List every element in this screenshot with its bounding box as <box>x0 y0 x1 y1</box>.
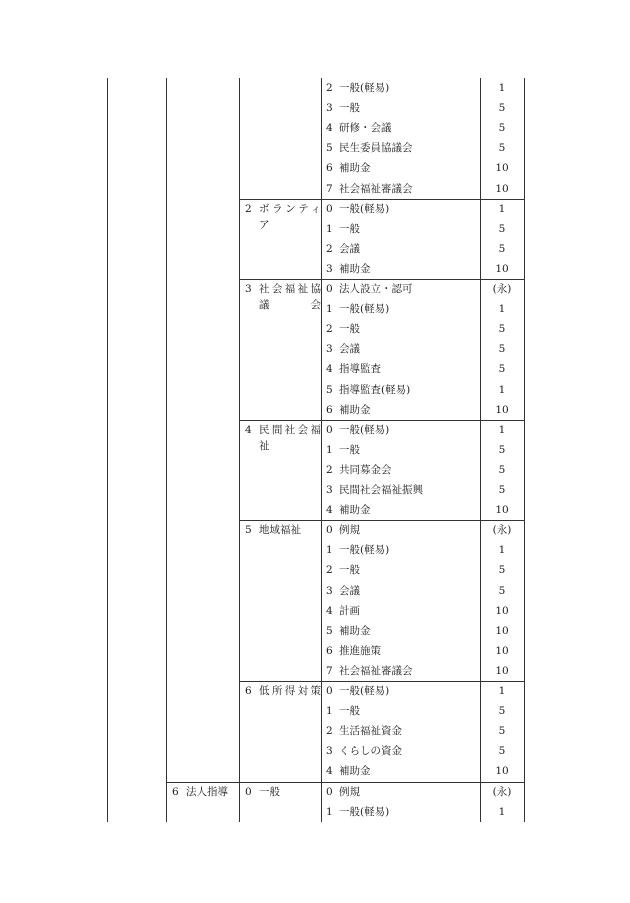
item-label: 補助金 <box>339 262 371 275</box>
retention-years: 5 <box>498 705 506 718</box>
retention-years: 10 <box>495 765 509 778</box>
retention-years: 5 <box>498 564 506 577</box>
item-label: 例規 <box>339 785 360 798</box>
item-number: 1 <box>326 443 333 456</box>
retention-years: 5 <box>498 323 506 336</box>
item-label: 例規 <box>339 524 360 537</box>
subcategory-name: 社会福祉協議会 <box>259 283 321 311</box>
item-number: 0 <box>326 685 333 697</box>
retention-years: 10 <box>495 664 509 677</box>
item-number: 4 <box>326 363 333 376</box>
row-border <box>239 520 524 521</box>
retention-years: 5 <box>498 122 506 135</box>
retention-years: 1 <box>498 82 506 94</box>
retention-years: 1 <box>498 423 506 436</box>
item-number: 5 <box>326 383 333 396</box>
retention-years: 5 <box>498 443 506 456</box>
subcategory-number: 5 <box>245 524 252 537</box>
item-label: 指導監査(軽易) <box>339 383 411 396</box>
item-number: 4 <box>326 122 333 135</box>
item-label: 補助金 <box>339 624 371 637</box>
retention-years: 10 <box>495 162 509 175</box>
retention-years: 10 <box>495 182 509 195</box>
column-border <box>321 78 322 822</box>
retention-years: (永) <box>492 785 512 798</box>
item-number: 2 <box>326 463 333 476</box>
item-label: 一般 <box>339 102 360 115</box>
item-label: くらしの資金 <box>339 745 402 758</box>
item-number: 0 <box>326 202 333 215</box>
item-number: 4 <box>326 765 333 778</box>
retention-years: 5 <box>498 363 506 376</box>
item-label: 計画 <box>339 604 360 617</box>
retention-years: 10 <box>495 262 509 275</box>
row-border <box>239 279 524 280</box>
row-border <box>239 420 524 421</box>
item-number: 6 <box>326 162 333 175</box>
item-label: 推進施策 <box>339 644 381 657</box>
item-label: 一般(軽易) <box>339 805 390 818</box>
item-number: 2 <box>326 725 333 738</box>
row-border <box>239 199 524 200</box>
item-number: 1 <box>326 303 333 316</box>
item-number: 2 <box>326 564 333 577</box>
item-label: 法人設立・認可 <box>339 283 413 295</box>
retention-years: 10 <box>495 644 509 657</box>
subcategory-label <box>245 522 321 538</box>
subcategory-number: 2 <box>245 202 252 215</box>
item-label: 社会福祉審議会 <box>339 182 413 195</box>
item-number: 1 <box>326 805 333 818</box>
subcategory-name: 一般 <box>259 785 280 798</box>
item-label: 会議 <box>339 242 360 255</box>
item-label: 生活福祉資金 <box>339 725 402 738</box>
item-number: 7 <box>326 664 333 677</box>
retention-years: 5 <box>498 102 506 115</box>
column-border <box>107 78 108 822</box>
item-number: 1 <box>326 705 333 718</box>
item-label: 補助金 <box>339 765 371 778</box>
item-number: 6 <box>326 403 333 416</box>
column-border <box>239 78 240 822</box>
item-label: 民生委員協議会 <box>339 142 413 155</box>
item-label: 社会福祉審議会 <box>339 664 413 677</box>
column-border <box>166 78 167 822</box>
item-number: 3 <box>326 484 333 496</box>
item-number: 0 <box>326 283 333 295</box>
item-label: 一般 <box>339 323 360 336</box>
item-label: 補助金 <box>339 403 371 416</box>
item-number: 0 <box>326 785 333 798</box>
item-number: 3 <box>326 262 333 275</box>
item-number: 3 <box>326 343 333 356</box>
subcategory-number: 4 <box>245 423 252 436</box>
retention-years: 1 <box>498 685 506 697</box>
item-number: 2 <box>326 82 333 94</box>
item-number: 0 <box>326 423 333 436</box>
item-number: 7 <box>326 182 333 195</box>
subcategory-label <box>245 683 321 699</box>
subcategory-label <box>245 784 321 800</box>
item-number: 4 <box>326 504 333 517</box>
retention-years: 1 <box>498 202 506 215</box>
item-number: 3 <box>326 102 333 115</box>
item-label: 一般 <box>339 443 360 456</box>
retention-years: (永) <box>492 524 512 537</box>
retention-years: 5 <box>498 463 506 476</box>
retention-years: 5 <box>498 745 506 758</box>
item-number: 2 <box>326 242 333 255</box>
item-label: 一般(軽易) <box>339 685 390 697</box>
subcategory-name: ボランティア <box>259 202 321 231</box>
retention-years: 10 <box>495 624 509 637</box>
subcategory-name: 低所得対策 <box>259 685 321 697</box>
item-number: 3 <box>326 745 333 758</box>
subcategory-label <box>245 422 321 454</box>
category-number: 6 <box>172 785 179 798</box>
retention-years: 1 <box>498 805 506 818</box>
item-number: 1 <box>326 544 333 557</box>
subcategory-number: 3 <box>245 283 252 295</box>
item-number: 1 <box>326 222 333 235</box>
item-number: 2 <box>326 323 333 336</box>
item-label: 共同募金会 <box>339 463 392 476</box>
item-label: 会議 <box>339 343 360 356</box>
item-number: 5 <box>326 142 333 155</box>
item-number: 6 <box>326 644 333 657</box>
category-label <box>172 784 228 800</box>
row-border <box>239 681 524 682</box>
column-border <box>524 78 525 822</box>
item-label: 補助金 <box>339 162 371 175</box>
row-border <box>166 782 524 783</box>
item-label: 一般(軽易) <box>339 82 390 94</box>
item-label: 一般 <box>339 705 360 718</box>
subcategory-number: 6 <box>245 685 252 697</box>
retention-years: 10 <box>495 504 509 517</box>
item-label: 研修・会議 <box>339 122 392 135</box>
item-label: 一般 <box>339 222 360 235</box>
item-label: 指導監査 <box>339 363 381 376</box>
retention-years: 1 <box>498 383 506 396</box>
subcategory-label <box>245 201 321 233</box>
retention-years: 5 <box>498 725 506 738</box>
item-label: 補助金 <box>339 504 371 517</box>
retention-years: 1 <box>498 544 506 557</box>
retention-years: 5 <box>498 343 506 356</box>
subcategory-name: 民間社会福祉 <box>259 423 321 452</box>
item-number: 0 <box>326 524 333 537</box>
subcategory-number: 0 <box>245 785 252 798</box>
retention-years: 1 <box>498 303 506 316</box>
retention-years: 5 <box>498 242 506 255</box>
item-label: 民間社会福祉振興 <box>339 484 423 496</box>
item-number: 5 <box>326 624 333 637</box>
item-label: 一般(軽易) <box>339 544 390 557</box>
subcategory-name: 地域福祉 <box>259 524 301 537</box>
item-label: 一般(軽易) <box>339 202 390 215</box>
retention-years: 5 <box>498 222 506 235</box>
retention-years: 5 <box>498 584 506 597</box>
item-label: 一般(軽易) <box>339 423 390 436</box>
category-name: 法人指導 <box>186 785 228 798</box>
retention-years: (永) <box>492 283 512 295</box>
item-number: 3 <box>326 584 333 597</box>
retention-years: 5 <box>498 484 506 496</box>
subcategory-label <box>245 281 321 313</box>
item-label: 一般(軽易) <box>339 303 390 316</box>
retention-years: 10 <box>495 604 509 617</box>
item-label: 一般 <box>339 564 360 577</box>
retention-years: 5 <box>498 142 506 155</box>
item-label: 会議 <box>339 584 360 597</box>
item-number: 4 <box>326 604 333 617</box>
retention-years: 10 <box>495 403 509 416</box>
